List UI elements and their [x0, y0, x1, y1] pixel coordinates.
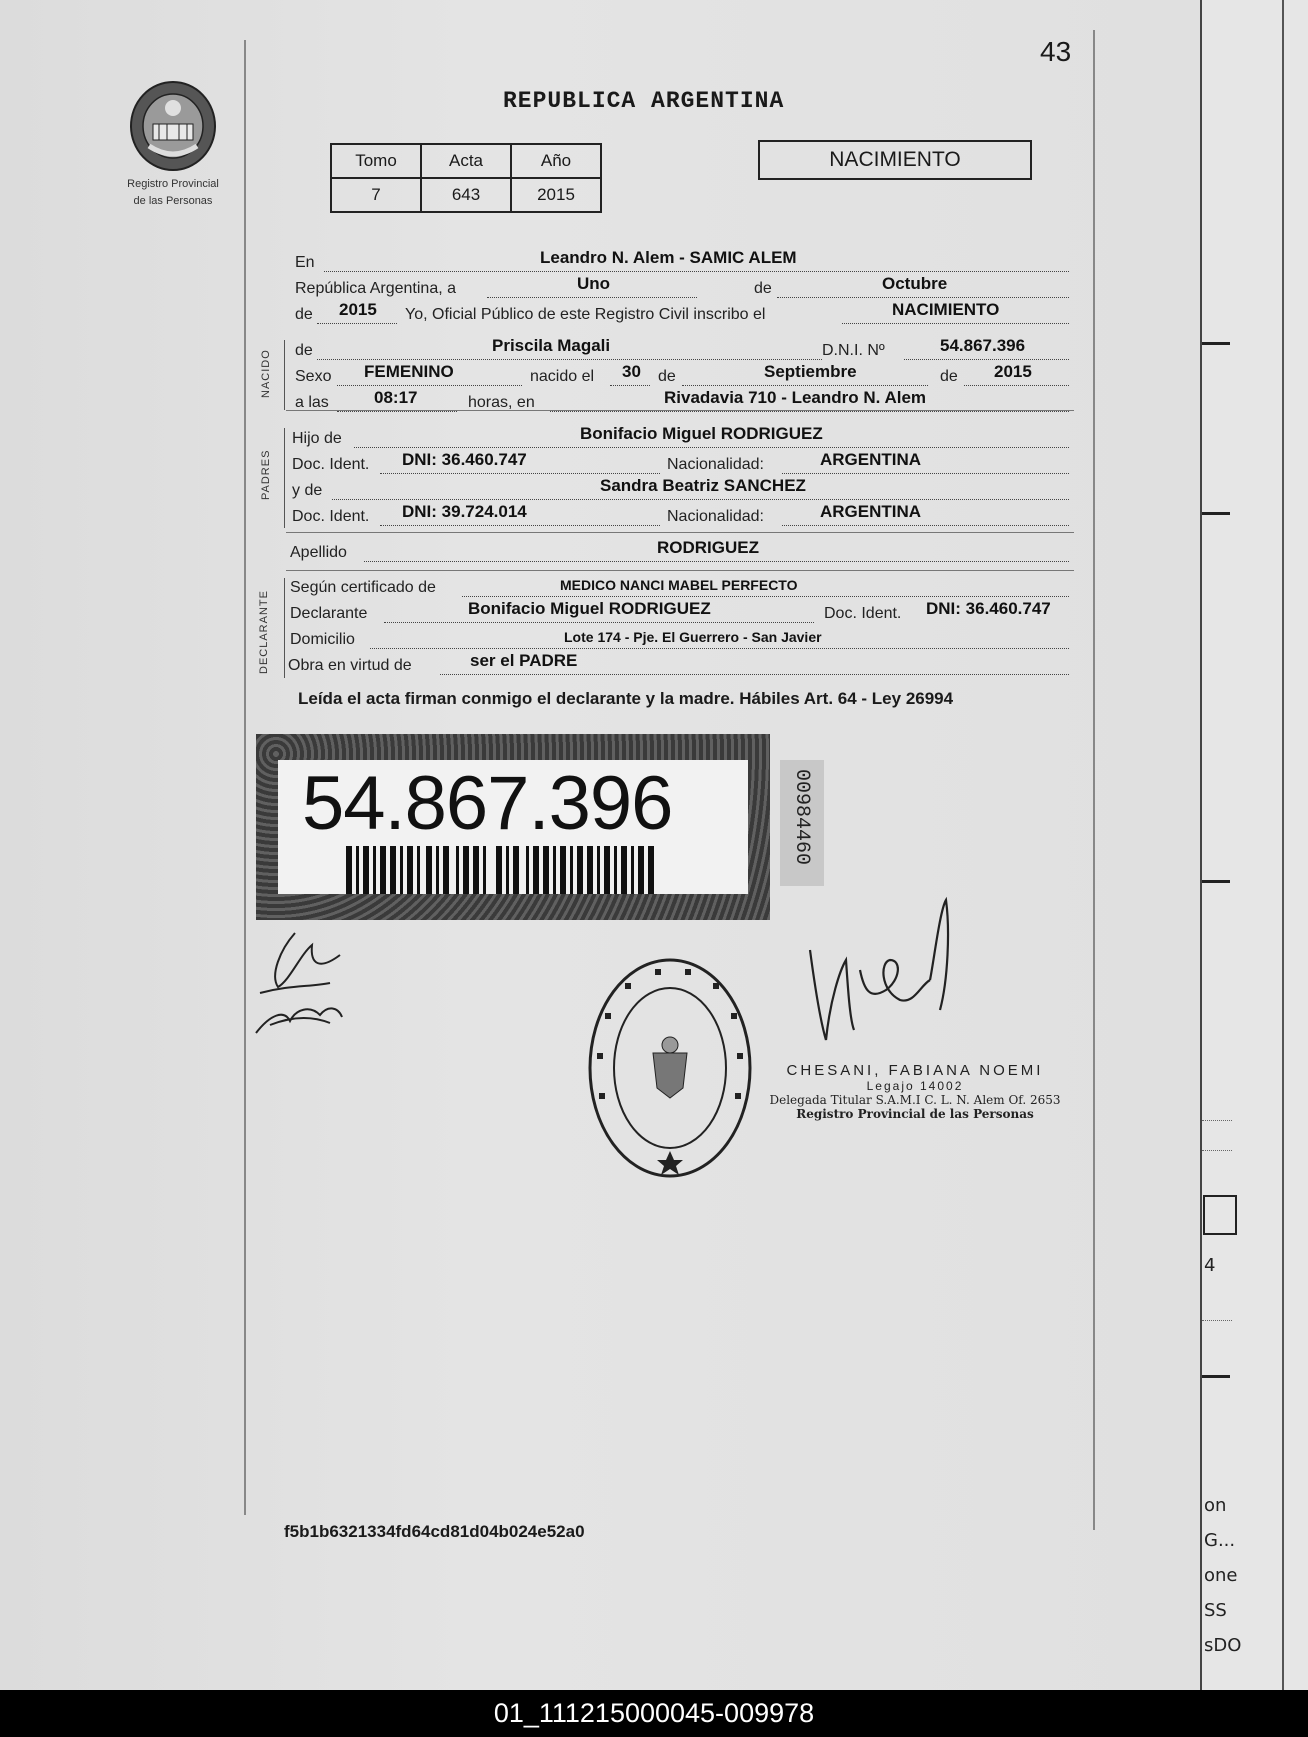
barcode-icon — [346, 846, 656, 894]
label-a-las: a las — [295, 394, 329, 411]
left-margin-line — [244, 40, 246, 1515]
label-nacido: nacido el — [530, 368, 595, 385]
margin-rule — [1202, 512, 1230, 515]
value-lugar-nacimiento: Rivadavia 710 - Leandro N. Alem — [664, 388, 927, 407]
label-sexo: Sexo — [295, 368, 332, 385]
form-row-padre-doc — [292, 452, 1073, 476]
value-nac-mes: Septiembre — [764, 362, 857, 381]
document-hash: f5b1b6321334fd64cd81d04b024e52a0 — [284, 1522, 585, 1541]
value-madre-doc: DNI: 39.724.014 — [402, 502, 527, 521]
label-de: de — [295, 306, 313, 323]
dotted-rule — [1202, 1320, 1232, 1321]
label-de: de — [295, 342, 313, 359]
logo-caption-line1: Registro Provincial — [127, 178, 219, 190]
official-registro: Registro Provincial de las Personas — [796, 1107, 1034, 1121]
section-bar — [284, 340, 285, 410]
margin-mark: SS — [1204, 1600, 1227, 1621]
label-horas-en: horas, en — [468, 394, 535, 411]
margin-rule — [1202, 342, 1230, 345]
right-margin-line — [1093, 30, 1095, 1530]
value-declarante-doc: DNI: 36.460.747 — [926, 599, 1051, 618]
value-declarante: Bonifacio Miguel RODRIGUEZ — [468, 599, 711, 618]
label-obra: Obra en virtud de — [288, 657, 412, 674]
value-dia: Uno — [577, 274, 611, 293]
form-row-nombre — [292, 338, 1073, 362]
value-hora: 08:17 — [374, 388, 418, 407]
label-domicilio: Domicilio — [290, 631, 355, 648]
value-nac-anio: 2015 — [994, 362, 1032, 381]
official-cargo: Delegada Titular S.A.M.I C. L. N. Alem Of. 2653 — [769, 1093, 1061, 1107]
margin-mark: one — [1204, 1565, 1238, 1586]
value-domicilio: Lote 174 - Pje. El Guerrero - San Javier — [564, 629, 822, 645]
form-row-madre-doc — [292, 504, 1073, 528]
official-name: CHESANI, FABIANA NOEMI — [786, 1062, 1044, 1079]
table-header-row — [331, 144, 601, 178]
form-row-inscripcion — [292, 302, 1073, 326]
adjacent-page — [1200, 0, 1308, 1690]
value-apellido: RODRIGUEZ — [657, 538, 759, 557]
value-anio: 2015 — [339, 300, 377, 319]
section-separator — [286, 532, 1074, 533]
form-row-fecha — [292, 276, 1073, 300]
value-tomo: 7 — [331, 178, 421, 212]
value-dni: 54.867.396 — [940, 336, 1026, 355]
value-padre-doc: DNI: 36.460.747 — [402, 450, 527, 469]
scan-id-footer: 01_111215000045-009978 — [0, 1690, 1308, 1737]
value-inscribe: NACIMIENTO — [892, 300, 1000, 319]
value-certificado: MEDICO NANCI MABEL PERFECTO — [560, 577, 798, 593]
value-padre: Bonifacio Miguel RODRIGUEZ — [580, 424, 823, 443]
value-nac-dia: 30 — [622, 362, 641, 381]
value-padre-nacionalidad: ARGENTINA — [820, 450, 922, 469]
section-separator — [286, 570, 1074, 571]
official-stamp — [755, 1062, 1075, 1121]
value-anio: 2015 — [511, 178, 601, 212]
official-legajo: Legajo 14002 — [866, 1079, 964, 1093]
form-row-apellido — [292, 540, 1073, 564]
label-hijo-de: Hijo de — [292, 430, 342, 447]
label-apellido: Apellido — [290, 544, 347, 561]
official-signature-icon — [790, 890, 960, 1060]
label-de: de — [940, 368, 958, 385]
misiones-crest-icon — [127, 78, 219, 174]
form-row-madre — [292, 478, 1073, 502]
label-dni: D.N.I. Nº — [822, 342, 885, 359]
document-title: REPUBLICA ARGENTINA — [503, 88, 785, 114]
record-reference-table — [330, 143, 602, 213]
sticker-serial-number: 00984460 — [790, 769, 813, 866]
label-y-de: y de — [292, 482, 323, 499]
logo-caption-line2: de las Personas — [133, 195, 213, 207]
header-acta: Acta — [421, 144, 511, 178]
margin-mark: G... — [1204, 1530, 1236, 1551]
margin-box — [1203, 1195, 1237, 1235]
section-bar — [284, 578, 285, 678]
value-obra: ser el PADRE — [470, 651, 578, 670]
label-oficial: Yo, Oficial Público de este Registro Civil inscribo el — [405, 306, 766, 323]
form-row-hora — [292, 390, 1073, 414]
section-label-padres: PADRES — [260, 449, 272, 500]
value-acta: 643 — [421, 178, 511, 212]
margin-mark: on — [1204, 1495, 1227, 1516]
form-row-declarante — [292, 601, 1073, 625]
label-certificado: Según certificado de — [290, 579, 436, 596]
value-madre: Sandra Beatriz SANCHEZ — [600, 476, 806, 495]
form-row-domicilio — [292, 627, 1073, 651]
value-nombre: Priscila Magali — [492, 336, 611, 355]
registry-seal-icon — [585, 953, 755, 1183]
value-mes: Octubre — [882, 274, 948, 293]
registry-logo — [118, 78, 228, 208]
label-doc-ident: Doc. Ident. — [292, 456, 370, 473]
page-edge — [1282, 0, 1284, 1690]
margin-mark: 4 — [1204, 1255, 1216, 1276]
label-de: de — [754, 280, 772, 297]
dotted-rule — [1202, 1120, 1232, 1121]
label-declarante: Declarante — [290, 605, 368, 622]
form-row-certificado — [292, 575, 1073, 599]
closing-statement: Leída el acta firman conmigo el declarante y la madre. Hábiles Art. 64 - Ley 26994 — [298, 689, 954, 708]
label-doc-ident: Doc. Ident. — [292, 508, 370, 525]
label-en: En — [295, 254, 315, 271]
section-bar — [284, 428, 285, 528]
section-label-nacido: NACIDO — [260, 349, 272, 398]
form-row-sexo — [292, 364, 1073, 388]
label-republica: República Argentina, a — [295, 280, 456, 297]
label-de: de — [658, 368, 676, 385]
value-sexo: FEMENINO — [364, 362, 454, 381]
declarant-signature-icon — [250, 925, 360, 1045]
margin-rule — [1202, 880, 1230, 883]
record-type-box: NACIMIENTO — [758, 140, 1032, 180]
table-value-row — [331, 178, 601, 212]
section-label-declarante: DECLARANTE — [258, 590, 270, 674]
dotted-rule — [1202, 1150, 1232, 1151]
label-nacionalidad: Nacionalidad: — [667, 456, 764, 473]
label-doc-ident: Doc. Ident. — [824, 605, 902, 622]
margin-rule — [1202, 1375, 1230, 1378]
value-madre-nacionalidad: ARGENTINA — [820, 502, 922, 521]
value-lugar-registro: Leandro N. Alem - SAMIC ALEM — [540, 248, 797, 267]
margin-mark: sDO — [1204, 1635, 1242, 1656]
header-anio: Año — [511, 144, 601, 178]
form-row-obra — [288, 651, 1073, 677]
header-tomo: Tomo — [331, 144, 421, 178]
label-nacionalidad: Nacionalidad: — [667, 508, 764, 525]
dni-sticker — [256, 734, 770, 920]
page-number: 43 — [1040, 36, 1072, 67]
sticker-dni-number: 54.867.396 — [302, 761, 673, 846]
form-row-padre — [292, 426, 1073, 450]
form-row-en — [292, 250, 1073, 274]
